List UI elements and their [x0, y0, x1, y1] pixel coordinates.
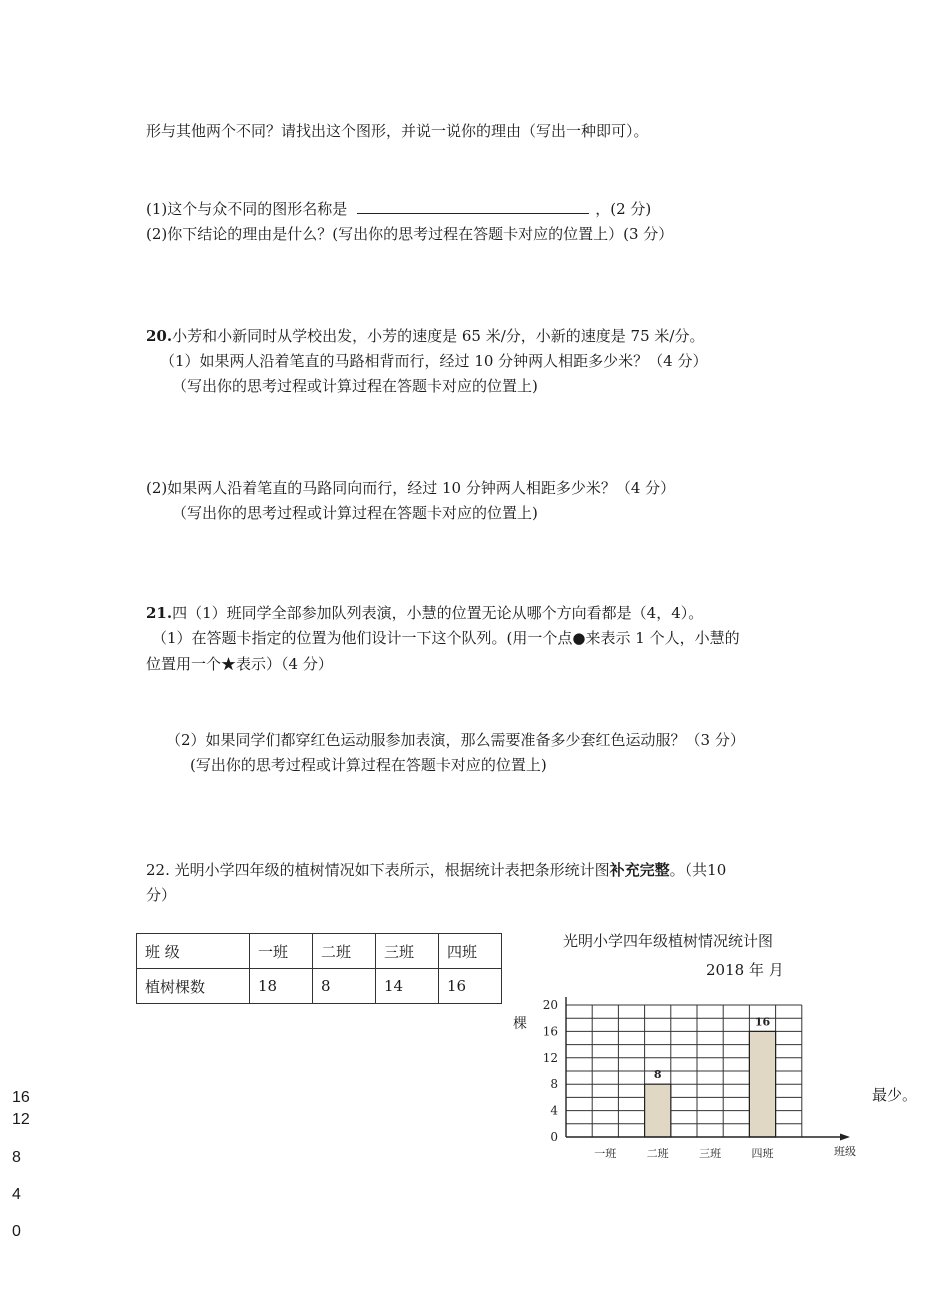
bar: [645, 1084, 671, 1137]
chart-axis-fragment: 棵: [513, 1016, 527, 1032]
answer-blank[interactable]: [357, 199, 589, 214]
q20-part1-note: （写出你的思考过程或计算过程在答题卡对应的位置上): [172, 377, 538, 395]
y-tick-label: 0: [550, 1130, 558, 1144]
q22-text-b: 。（共10: [669, 861, 727, 879]
q21-part1-a: （1）在答题卡指定的位置为他们设计一下这个队列。(用一个点●来表示 1 个人，小慧的: [152, 629, 740, 647]
stray-tick-label: 4: [12, 1186, 21, 1203]
table-cell: 8: [313, 969, 376, 1004]
right-text-fragment: 最少。: [872, 1086, 918, 1104]
y-tick-label: 20: [542, 998, 558, 1012]
x-tick-label: 三班: [699, 1147, 722, 1160]
q20-part1: （1）如果两人沿着笔直的马路相背而行，经过 10 分钟两人相距多少米？（4 分）: [160, 352, 708, 370]
q21-part2: （2）如果同学们都穿红色运动服参加表演，那么需要准备多少套红色运动服？（3 分）: [166, 731, 745, 749]
chart-bars: [645, 1031, 776, 1137]
x-tick-label: 一班: [594, 1147, 617, 1160]
q20-part2-note: （写出你的思考过程或计算过程在答题卡对应的位置上): [172, 504, 538, 522]
bar: [749, 1031, 775, 1137]
q19-intro: 形与其他两个不同？请找出这个图形，并说一说你的理由（写出一种即可）。: [146, 122, 649, 140]
table-cell: 16: [439, 969, 502, 1004]
q21-text: 四（1）班同学全部参加队列表演，小慧的位置无论从哪个方向看都是（4，4）。: [172, 604, 704, 622]
q22-text-bold: 补充完整: [609, 861, 670, 879]
table-header-cell: 三班: [376, 934, 439, 969]
q21-part1-b: 位置用一个★表示）（4 分）: [146, 655, 333, 673]
y-tick-label: 12: [542, 1050, 558, 1065]
stray-tick-label: 16: [12, 1089, 30, 1106]
table-header-cell: 一班: [250, 934, 313, 969]
table-row: [137, 969, 502, 1004]
bar-data-label: 16: [754, 1015, 771, 1029]
table-header-label: 班 级: [137, 934, 250, 969]
q20-part2: (2)如果两人沿着笔直的马路同向而行，经过 10 分钟两人相距多少米？（4 分）: [146, 479, 676, 497]
q22-text-a: 22. 光明小学四年级的植树情况如下表所示，根据统计表把条形统计图: [146, 861, 610, 879]
q21-part2-note: (写出你的思考过程或计算过程在答题卡对应的位置上): [190, 756, 547, 774]
q19-part1-score: ，(2 分): [595, 200, 652, 218]
table-row-label: 植树棵数: [137, 969, 250, 1004]
stray-tick-label: 0: [12, 1223, 21, 1240]
x-axis-arrow: [840, 1134, 850, 1141]
chart-grid: [566, 1005, 802, 1137]
q22-stem-line2: 分）: [146, 886, 177, 904]
q20-number: 20.: [146, 327, 173, 345]
chart-labels: [543, 998, 856, 1160]
x-tick-label: 二班: [646, 1147, 669, 1160]
chart-title: 光明小学四年级植树情况统计图: [563, 932, 774, 950]
table-header-cell: 四班: [439, 934, 502, 969]
x-tick-label: 四班: [751, 1147, 774, 1160]
q22-stem: [146, 860, 726, 880]
q19-part2: (2)你下结论的理由是什么？(写出你的思考过程在答题卡对应的位置上）(3 分）: [146, 225, 674, 243]
y-tick-label: 4: [550, 1103, 558, 1118]
stray-tick-label: 12: [12, 1111, 30, 1128]
q19-part1-text: (1)这个与众不同的图形名称是: [146, 200, 348, 218]
chart-axes: [566, 997, 850, 1141]
q20-stem: [146, 326, 704, 346]
q20-text: 小芳和小新同时从学校出发，小芳的速度是 65 米/分，小新的速度是 75 米/分。: [172, 327, 705, 345]
tree-planting-table: [136, 933, 502, 1004]
stray-tick-label: 8: [12, 1149, 21, 1166]
table-header-cell: 二班: [313, 934, 376, 969]
y-tick-label: 16: [542, 1024, 558, 1039]
y-tick-label: 8: [550, 1077, 558, 1092]
table-cell: 14: [376, 969, 439, 1004]
bar-data-label: 8: [653, 1068, 662, 1082]
table-cell: 18: [250, 969, 313, 1004]
q21-number: 21.: [146, 604, 173, 622]
table-row: [137, 934, 502, 969]
q19-part1: [146, 199, 651, 219]
chart-subtitle: 2018 年 月: [706, 961, 784, 979]
q21-stem: [146, 603, 703, 623]
x-axis-label: 班级: [834, 1145, 856, 1158]
